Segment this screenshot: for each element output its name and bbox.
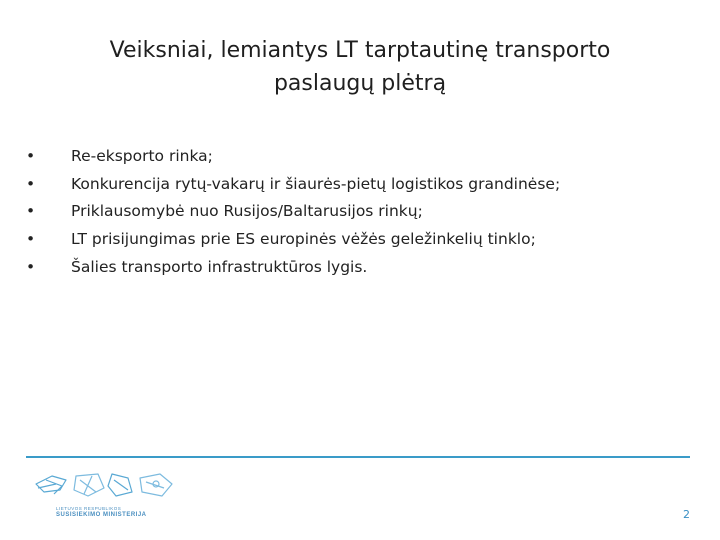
logo-line-2: SUSISIEKIMO MINISTERIJA — [56, 512, 147, 518]
bullet-text: LT prisijungimas prie ES europinės vėžės geležinkelių tinklo; — [71, 230, 536, 249]
bullet-text: Priklausomybė nuo Rusijos/Baltarusijos rinkų; — [71, 202, 423, 221]
bullet-text: Šalies transporto infrastruktūros lygis. — [71, 257, 368, 276]
bullet-item — [26, 143, 706, 171]
bullet-text: Re-eksporto rinka; — [71, 147, 213, 165]
bullet-marker: • — [26, 202, 36, 221]
bullet-list — [26, 143, 706, 282]
bullet-marker: • — [26, 257, 36, 276]
bullet-item — [26, 254, 706, 282]
bullet-marker: • — [26, 174, 36, 193]
page-number: 2 — [683, 508, 690, 521]
bullet-item — [26, 226, 706, 254]
bullet-marker: • — [26, 230, 36, 249]
logo-line-1: LIETUVOS RESPUBLIKOS — [56, 506, 122, 511]
slide-title: Veiksniai, lemiantys LT tarptautinę transporto paslaugų plėtrą — [109, 38, 611, 96]
footer-divider — [26, 456, 690, 458]
bullet-marker: • — [26, 147, 36, 165]
bullet-text: Konkurencija rytų-vakarų ir šiaurės-pietų logistikos grandinėse; — [71, 174, 561, 193]
bullet-item — [26, 198, 706, 226]
bullet-item — [26, 171, 706, 199]
